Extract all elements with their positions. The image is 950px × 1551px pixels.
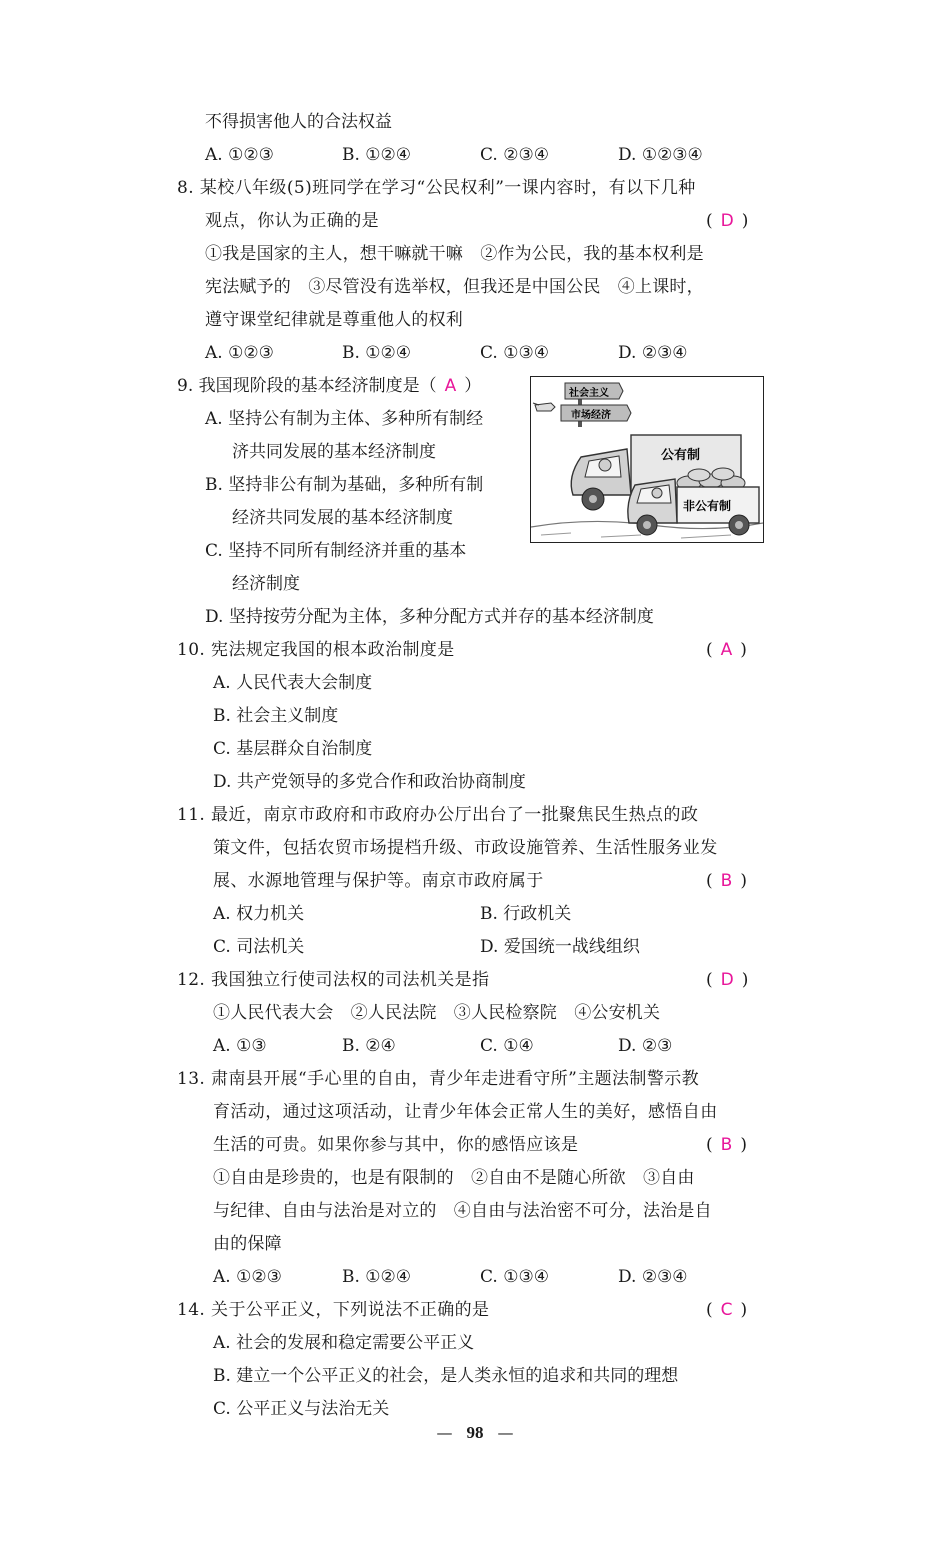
q13-stem-line1: 13. 肃南县开展“手心里的自由，青少年走进看守所”主题法制警示教	[177, 1069, 700, 1089]
q8-stem-line2: 观点，你认为正确的是	[205, 211, 379, 231]
q13-answer: B	[720, 1135, 733, 1155]
sign-socialism-label: 社会主义	[569, 388, 609, 399]
q8-answer: D	[720, 211, 734, 231]
q7-option-c: C. ②③④	[480, 145, 549, 165]
q11-stem-line2: 策文件，包括农贸市场提档升级、市政设施管养、生活性服务业发	[213, 838, 718, 858]
footer-dash-right: —	[497, 1423, 514, 1442]
q9-option-c-line2: 经济制度	[232, 574, 300, 594]
q11-option-b: B. 行政机关	[480, 904, 572, 924]
q11-option-a: A. 权力机关	[213, 904, 305, 924]
q8-stem-line1: 8. 某校八年级(5)班同学在学习“公民权利”一课内容时，有以下几种	[177, 178, 696, 198]
q12-statements: ①人民代表大会 ②人民法院 ③人民检察院 ④公安机关	[213, 1003, 661, 1023]
q12-option-b: B. ②④	[342, 1036, 396, 1056]
q7-option-a: A. ①②③	[205, 145, 274, 165]
economy-cartoon-svg	[531, 377, 763, 542]
q9-option-d: D. 坚持按劳分配为主体，多种分配方式并存的基本经济制度	[205, 607, 654, 627]
q8-statement-line1: ①我是国家的主人，想干嘛就干嘛 ②作为公民，我的基本权利是	[205, 244, 704, 264]
q14-option-b: B. 建立一个公平正义的社会，是人类永恒的追求和共同的理想	[213, 1366, 679, 1386]
q11-option-d: D. 爱国统一战线组织	[480, 937, 640, 957]
q8-answer-bracket: ( D )	[706, 211, 749, 231]
q11-answer: B	[720, 871, 733, 891]
footer-dash-left: —	[436, 1423, 453, 1442]
q9-stem-close: ）	[464, 376, 482, 396]
q9-option-a-line2: 济共同发展的基本经济制度	[232, 442, 436, 462]
q13-stem-line3: 生活的可贵。如果你参与其中，你的感悟应该是	[213, 1135, 579, 1155]
q13-statement-line3: 由的保障	[213, 1234, 282, 1254]
q9-option-a-line1: A. 坚持公有制为主体、多种所有制经	[205, 409, 484, 429]
q13-option-b: B. ①②④	[342, 1267, 412, 1287]
q13-statement-line2: 与纪律、自由与法治是对立的 ④自由与法治密不可分，法治是自	[213, 1201, 712, 1221]
q10-answer-bracket: ( A )	[706, 640, 747, 660]
q12-answer-bracket: ( D )	[706, 970, 749, 990]
q11-stem-line1: 11. 最近，南京市政府和市政府办公厅出台了一批聚焦民生热点的政	[177, 805, 699, 825]
q12-option-a: A. ①③	[213, 1036, 267, 1056]
q8-option-a: A. ①②③	[205, 343, 274, 363]
q10-option-c: C. 基层群众自治制度	[213, 739, 373, 759]
q13-statement-line1: ①自由是珍贵的，也是有限制的 ②自由不是随心所欲 ③自由	[213, 1168, 695, 1188]
q12-option-c: C. ①④	[480, 1036, 534, 1056]
q13-option-c: C. ①③④	[480, 1267, 549, 1287]
q8-option-c: C. ①③④	[480, 343, 549, 363]
q7-continuation: 不得损害他人的合法权益	[205, 112, 392, 132]
q14-answer-bracket: ( C )	[706, 1300, 748, 1320]
q10-option-b: B. 社会主义制度	[213, 706, 339, 726]
q8-statement-line3: 遵守课堂纪律就是尊重他人的权利	[205, 310, 463, 330]
q10-answer: A	[720, 640, 733, 660]
q9-answer: A	[444, 376, 457, 396]
page-number: 98	[466, 1423, 484, 1442]
q11-stem-line3: 展、水源地管理与保护等。南京市政府属于	[213, 871, 544, 891]
q12-answer: D	[720, 970, 734, 990]
q9-option-b-line2: 经济共同发展的基本经济制度	[232, 508, 453, 528]
q14-option-a: A. 社会的发展和稳定需要公平正义	[213, 1333, 475, 1353]
q9-option-b-line1: B. 坚持非公有制为基础，多种所有制	[205, 475, 484, 495]
truck-public-ownership-label: 公有制	[661, 448, 701, 463]
q8-option-d: D. ②③④	[618, 343, 688, 363]
q10-stem: 10. 宪法规定我国的根本政治制度是	[177, 640, 455, 660]
q9-stem	[177, 374, 481, 398]
q13-option-a: A. ①②③	[213, 1267, 282, 1287]
q11-answer-bracket: ( B )	[706, 871, 747, 891]
truck-non-public-ownership-label: 非公有制	[683, 499, 732, 513]
q10-option-a: A. 人民代表大会制度	[213, 673, 373, 693]
q9-option-c-line1: C. 坚持不同所有制经济并重的基本	[205, 541, 467, 561]
q13-answer-bracket: ( B )	[706, 1135, 747, 1155]
q7-option-b: B. ①②④	[342, 145, 412, 165]
q13-stem-line2: 育活动，通过这项活动，让青少年体会正常人生的美好，感悟自由	[213, 1102, 718, 1122]
q14-answer: C	[720, 1300, 733, 1320]
q9-stem-text: 9. 我国现阶段的基本经济制度是（	[177, 376, 437, 396]
sign-market-economy-label: 市场经济	[571, 410, 611, 421]
q8-option-b: B. ①②④	[342, 343, 412, 363]
q12-stem: 12. 我国独立行使司法权的司法机关是指	[177, 970, 490, 990]
page-footer	[0, 1421, 950, 1445]
q7-option-d: D. ①②③④	[618, 145, 703, 165]
q14-stem: 14. 关于公平正义，下列说法不正确的是	[177, 1300, 490, 1320]
q13-option-d: D. ②③④	[618, 1267, 688, 1287]
q12-option-d: D. ②③	[618, 1036, 673, 1056]
q10-option-d: D. 共产党领导的多党合作和政治协商制度	[213, 772, 526, 792]
economy-cartoon-figure	[530, 376, 764, 543]
q11-option-c: C. 司法机关	[213, 937, 305, 957]
q14-option-c: C. 公平正义与法治无关	[213, 1399, 390, 1419]
q8-statement-line2: 宪法赋予的 ③尽管没有选举权，但我还是中国公民 ④上课时，	[205, 277, 704, 297]
